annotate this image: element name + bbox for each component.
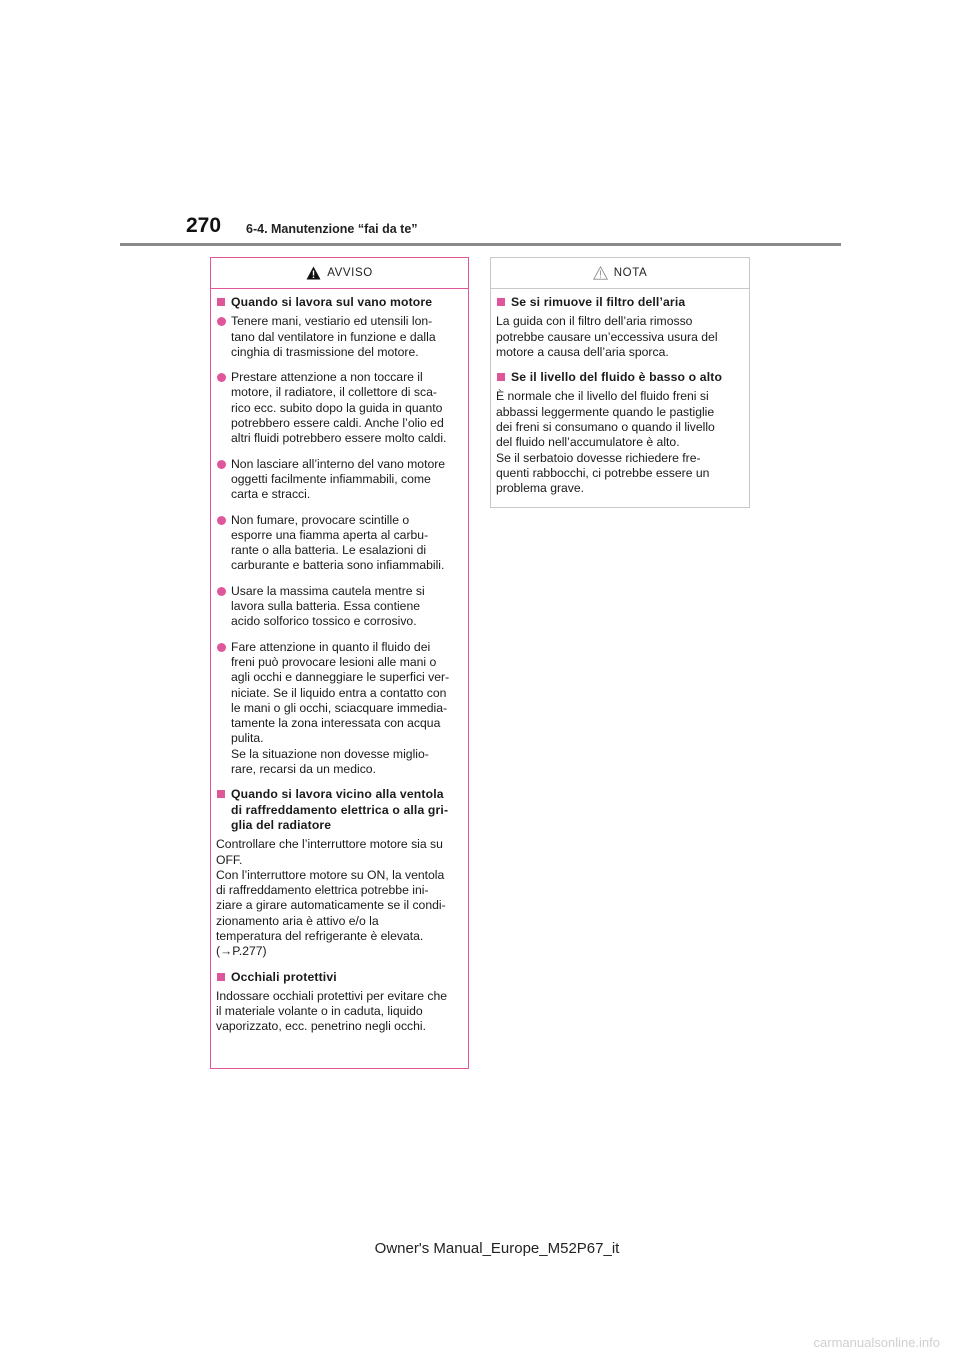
round-bullet-icon <box>217 317 226 326</box>
header-rule <box>120 243 841 246</box>
note-box <box>490 257 750 508</box>
bullet-text: Tenere mani, vestiario ed utensili lon- tano dal ventilatore in funzione e dalla cinghia di trasmissione del motore. <box>231 314 436 359</box>
bullet-text: Usare la massima cautela mentre si lavora sulla batteria. Essa contiene acido solforico tossico e corrosivo. <box>231 583 425 629</box>
note-heading-air-filter <box>496 295 743 310</box>
heading-text: Quando si lavora vicino alla ventola di raffreddamento elettrica o alla gri- glia del radiatore <box>231 787 449 832</box>
list-item <box>216 513 462 574</box>
warning-box-title: AVVISO <box>327 267 373 279</box>
heading-text: Se si rimuove il filtro dell’aria <box>511 295 686 309</box>
warning-heading-fan <box>216 787 462 833</box>
page-number: 270 <box>186 214 222 237</box>
square-bullet-icon <box>217 790 225 798</box>
note-air-filter-text: La guida con il filtro dell’aria rimosso potrebbe causare un’eccessiva usura del motore a causa dell’aria sporca. <box>496 314 718 359</box>
watermark: carmanualsonline.info <box>813 1335 940 1350</box>
section-title: 6-4. Manutenzione “fai da te” <box>246 222 418 236</box>
page-footer <box>0 1240 960 1257</box>
note-heading-fluid-level <box>496 370 743 385</box>
note-box-header <box>491 258 749 289</box>
warning-heading-engine-bay <box>216 295 462 310</box>
round-bullet-icon <box>217 373 226 382</box>
bullet-text: Non lasciare all’interno del vano motore oggetti facilmente infiammabili, come carta e stracci. <box>231 456 446 502</box>
warning-box-header <box>211 258 468 289</box>
warning-box <box>210 257 469 1069</box>
list-item <box>216 314 462 360</box>
caution-triangle-icon <box>593 266 608 280</box>
warning-triangle-icon <box>306 266 321 280</box>
warning-heading-goggles <box>216 970 462 985</box>
note-fluid-level-text: È normale che il livello del fluido freni si abbassi leggermente quando le pastiglie dei freni si consumano o quando il livello del fluido nell’accumulatore è alto. Se il serbatoio dovesse richiedere fre- quenti rabbocchi, ci potrebbe essere un problema grave. <box>496 389 715 496</box>
heading-text: Occhiali protettivi <box>231 969 337 984</box>
square-bullet-icon <box>217 973 225 981</box>
round-bullet-icon <box>217 460 226 469</box>
round-bullet-icon <box>217 643 226 652</box>
warning-goggles-text: Indossare occhiali protettivi per evitare che il materiale volante o in caduta, liquido vaporizzato, ecc. penetrino negli occhi. <box>216 988 448 1034</box>
square-bullet-icon <box>497 298 505 306</box>
square-bullet-icon <box>497 373 505 381</box>
warning-fan-text: Controllare che l’interruttore motore sia su OFF. Con l’interruttore motore su ON, la ventola di raffreddamento elettrica potrebbe ini- ziare a girare automaticamente se il condi- zionamento aria è attivo e/o la temperatura del refrigerante è elevata. (→P.277) <box>216 837 446 959</box>
footer-text: Owner's Manual_Europe_M52P67_it <box>374 1240 620 1257</box>
bullet-text: Fare attenzione in quanto il fluido dei freni può provocare lesioni alle mani o agli occhi e danneggiare le superfici ver- niciate. Se il liquido entra a contatto con le mani o gli occhi, sciacquare immedia- tamente la zona interessata con acqua pulita. Se la situazione non dovesse miglio- rare, recarsi da un medico. <box>231 639 450 777</box>
heading-text: Se il livello del fluido è basso o alto <box>511 370 723 385</box>
note-box-body <box>491 289 749 497</box>
list-item <box>216 370 462 446</box>
list-item <box>216 640 462 778</box>
list-item <box>216 584 462 630</box>
square-bullet-icon <box>217 298 225 306</box>
round-bullet-icon <box>217 587 226 596</box>
list-item <box>216 457 462 503</box>
heading-text: Quando si lavora sul vano motore <box>231 295 433 309</box>
bullet-text: Non fumare, provocare scintille o esporre una fiamma aperta al carbu- rante o alla batteria. Le esalazioni di carburante e batteria sono infiammabili. <box>231 512 445 573</box>
note-box-title: NOTA <box>613 267 648 279</box>
warning-box-body <box>211 289 468 1035</box>
round-bullet-icon <box>217 516 226 525</box>
bullet-text: Prestare attenzione a non toccare il motore, il radiatore, il collettore di sca- rico ecc. subito dopo la guida in quanto potrebbero essere caldi. Anche l’olio ed altri fluidi potrebbero essere molto caldi. <box>231 370 447 446</box>
